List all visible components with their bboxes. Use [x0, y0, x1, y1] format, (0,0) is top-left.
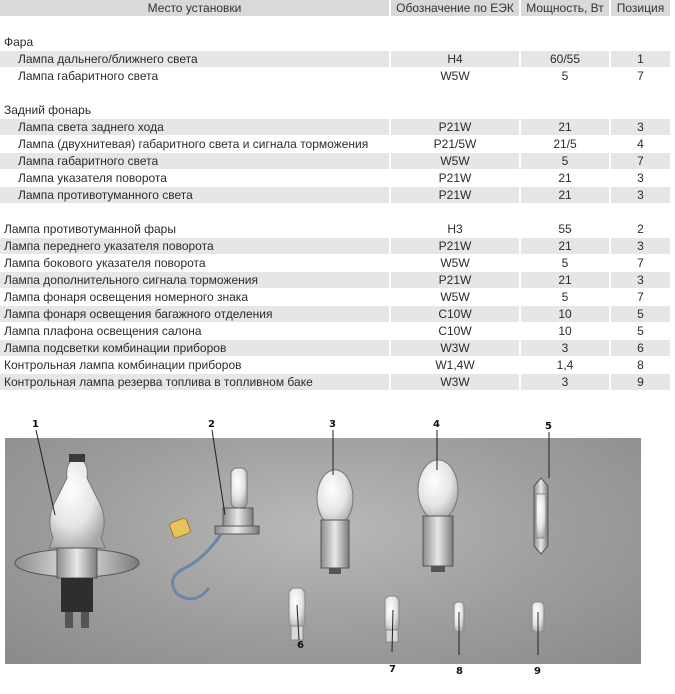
ece-code-cell: W5W: [391, 153, 519, 169]
bulbs-illustration: [5, 438, 641, 664]
bulb-p21w: [317, 470, 353, 574]
table-row: [0, 68, 675, 85]
table-row: [0, 289, 675, 306]
bulb-h4: [15, 454, 139, 628]
lamp-name-cell: Лампа фонаря освещения багажного отделения: [0, 306, 389, 322]
table-row: [0, 374, 675, 391]
lamp-name-cell: Лампа плафона освещения салона: [4, 324, 202, 338]
position-cell: 9: [611, 374, 670, 390]
ece-code-cell: P21/5W: [433, 137, 477, 151]
section-row: [0, 102, 675, 119]
header-position: Позиция: [611, 0, 670, 16]
power-cell: 3: [521, 374, 609, 390]
bulbs-photo: [5, 438, 641, 664]
spacer-row: [0, 204, 675, 221]
power-cell: 3: [521, 340, 609, 356]
position-cell: 3: [611, 238, 670, 254]
ece-code-cell: C10W: [438, 324, 472, 338]
bulb-w5w: [289, 588, 305, 640]
position-cell: 6: [611, 340, 670, 356]
ece-code-cell: P21W: [391, 272, 519, 288]
label-8: 8: [456, 666, 463, 677]
ece-code-cell: H3: [447, 222, 463, 236]
ece-code-cell: P21W: [391, 187, 519, 203]
position-cell: 3: [637, 171, 644, 185]
lamp-name-cell: Лампа фонаря освещения номерного знака: [4, 290, 248, 304]
table-row: [0, 119, 675, 136]
table-body: [0, 17, 675, 391]
ece-code-cell: P21W: [391, 238, 519, 254]
ece-code-cell: W1,4W: [435, 358, 475, 372]
table-row: [0, 187, 675, 204]
label-1: 1: [32, 419, 39, 430]
table-row: [0, 340, 675, 357]
bulb-h3: [169, 468, 259, 599]
position-cell: 7: [611, 153, 670, 169]
section-row: [0, 34, 675, 51]
power-cell: 21: [521, 119, 609, 135]
table-row: [0, 136, 675, 153]
label-7: 7: [389, 664, 396, 675]
lamp-name-cell: Лампа переднего указателя поворота: [0, 238, 389, 254]
table-row: [0, 272, 675, 289]
lamp-name-cell: Лампа света заднего хода: [0, 119, 389, 135]
power-cell: 55: [558, 222, 572, 236]
ece-code-cell: W5W: [440, 69, 470, 83]
position-cell: 4: [637, 137, 644, 151]
position-cell: 3: [611, 272, 670, 288]
table-row: [0, 238, 675, 255]
label-4: 4: [433, 419, 440, 430]
spacer-row: [0, 85, 675, 102]
position-cell: 2: [637, 222, 644, 236]
power-cell: 21: [558, 171, 572, 185]
header-code: Обозначение по ЕЭК: [391, 0, 519, 16]
power-cell: 21/5: [553, 137, 577, 151]
header-power: Мощность, Вт: [521, 0, 609, 16]
ece-code-cell: W5W: [440, 290, 470, 304]
ece-code-cell: W3W: [391, 340, 519, 356]
header-location: Место установки: [0, 0, 389, 16]
position-cell: 7: [637, 256, 644, 270]
power-cell: 21: [521, 187, 609, 203]
position-cell: 7: [637, 290, 644, 304]
label-2: 2: [208, 419, 215, 430]
label-6: 6: [297, 640, 304, 651]
lamp-name-cell: Лампа бокового указателя поворота: [4, 256, 206, 270]
lamp-name-cell: Контрольная лампа резерва топлива в топливном баке: [0, 374, 389, 390]
table-row: [0, 357, 675, 374]
bulb-p21-5w: [418, 460, 458, 572]
lamp-name-cell: Лампа дополнительного сигнала торможения: [0, 272, 389, 288]
section-title: Задний фонарь: [4, 103, 92, 117]
bulb-w3w-small: [532, 602, 544, 632]
lamp-name-cell: Лампа противотуманной фары: [4, 222, 176, 236]
spacer-row: [0, 17, 675, 34]
table-row: [0, 51, 675, 68]
power-cell: 10: [558, 324, 572, 338]
bulb-w3w: [385, 596, 399, 642]
lamp-name-cell: Лампа указателя поворота: [18, 171, 167, 185]
lamp-name-cell: Лампа (двухнитевая) габаритного света и сигнала торможения: [18, 137, 369, 151]
position-cell: 3: [611, 119, 670, 135]
lamp-name-cell: Лампа противотуманного света: [0, 187, 389, 203]
ece-code-cell: H4: [391, 51, 519, 67]
lamp-name-cell: Лампа дальнего/ближнего света: [0, 51, 389, 67]
ece-code-cell: W5W: [440, 256, 470, 270]
lamp-name-cell: Лампа габаритного света: [18, 69, 159, 83]
ece-code-cell: P21W: [391, 119, 519, 135]
table-row: [0, 170, 675, 187]
table-row: [0, 221, 675, 238]
label-9: 9: [534, 666, 541, 677]
label-3: 3: [329, 419, 336, 430]
ece-code-cell: W3W: [391, 374, 519, 390]
power-cell: 60/55: [521, 51, 609, 67]
power-cell: 5: [521, 153, 609, 169]
table-row: [0, 153, 675, 170]
section-title: Фара: [4, 35, 34, 49]
ece-code-cell: P21W: [438, 171, 472, 185]
power-cell: 5: [561, 69, 569, 83]
ece-code-cell: C10W: [391, 306, 519, 322]
position-cell: 8: [637, 358, 644, 372]
position-cell: 5: [637, 324, 644, 338]
position-cell: 1: [611, 51, 670, 67]
power-cell: 1,4: [556, 358, 574, 372]
position-cell: 5: [611, 306, 670, 322]
lamp-name-cell: Лампа габаритного света: [0, 153, 389, 169]
table-row: [0, 323, 675, 340]
power-cell: 5: [561, 290, 569, 304]
bulb-w1-4w: [454, 602, 464, 632]
lamp-name-cell: Контрольная лампа комбинации приборов: [4, 358, 242, 372]
label-5: 5: [545, 421, 552, 432]
position-cell: 3: [611, 187, 670, 203]
power-cell: 21: [521, 238, 609, 254]
table-row: [0, 255, 675, 272]
power-cell: 10: [521, 306, 609, 322]
table-row: [0, 306, 675, 323]
power-cell: 5: [561, 256, 569, 270]
table-header: [0, 0, 675, 17]
bulb-c10w: [534, 478, 548, 554]
lamp-name-cell: Лампа подсветки комбинации приборов: [0, 340, 389, 356]
power-cell: 21: [521, 272, 609, 288]
position-cell: 7: [637, 69, 644, 83]
